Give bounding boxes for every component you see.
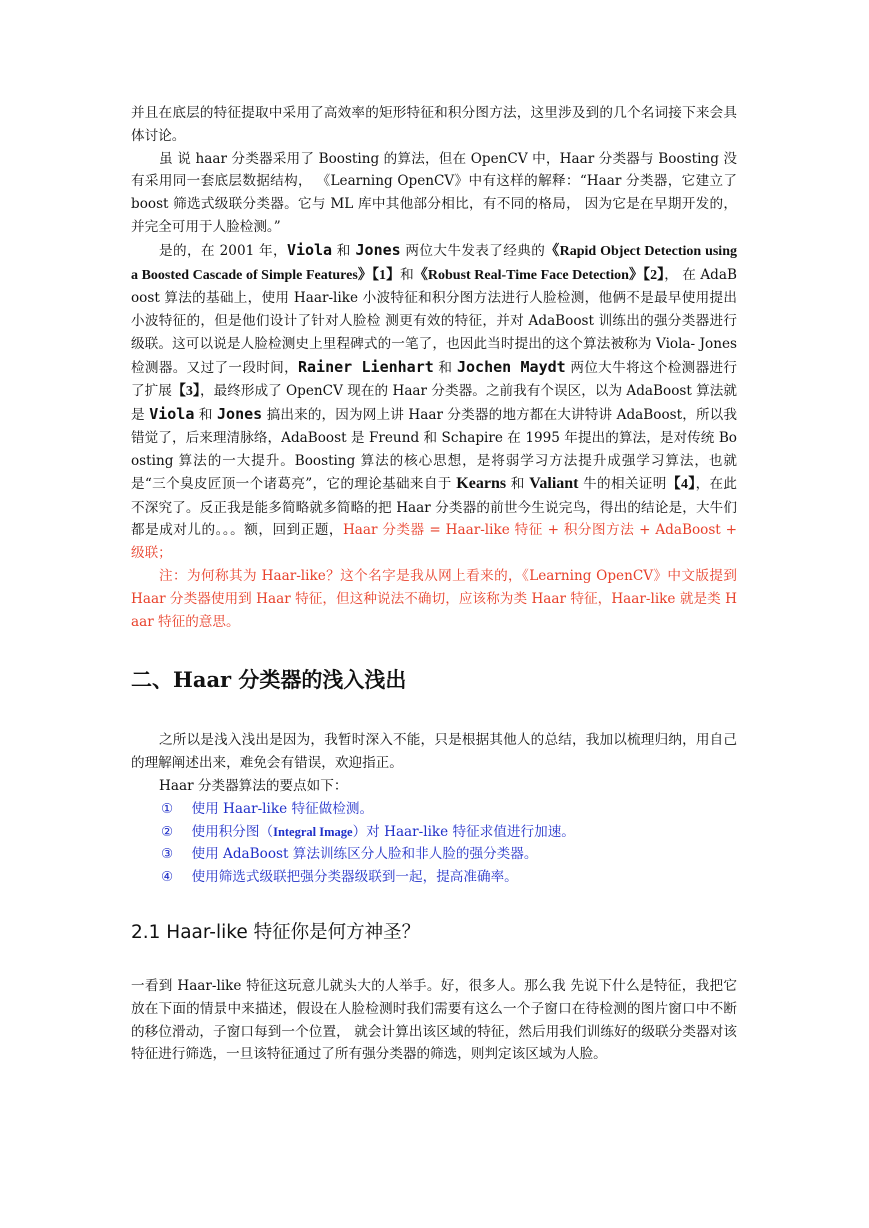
paragraph-intro-continuation: 并且在底层的特征提取中采用了高效率的矩形特征和积分图方法，这里涉及到的几个名词接下来会具体讨论。 bbox=[131, 105, 737, 144]
list-text: 使用 Haar-like 特征做检测。 bbox=[191, 800, 374, 817]
text-segment: 和 bbox=[506, 475, 530, 492]
note-haar-like: 注：为何称其为 Haar-like？这个名字是我从网上看来的，《Learning OpenCV》中文版提到 Haar 分类器使用到 Haar 特征，但这种说法不确切，应该称为类 Haar 特征，Haar-like 就是类 Haar 特征的意思。 bbox=[131, 567, 737, 630]
author-jones: Jones bbox=[355, 240, 401, 259]
paragraph-section2-intro: 之所以是浅入浅出是因为，我暂时深入不能，只是根据其他人的总结，我加以梳理归纳，用自己的理解阐述出来，难免会有错误，欢迎指正。 bbox=[131, 732, 737, 772]
text-segment: ，最终形成了 OpenCV 现在的 Haar 分类器。之前我有个误区，以为 AdaBoost 算法就是 bbox=[131, 382, 738, 424]
list-item bbox=[131, 798, 737, 821]
list-number: ② bbox=[161, 823, 174, 840]
list-item bbox=[131, 866, 737, 889]
list-number: ① bbox=[161, 800, 174, 817]
text-segment: 两位大牛发表了经典的 bbox=[400, 242, 546, 259]
paragraph-haar-like-intro: 一看到 Haar-like 特征这玩意儿就头大的人举手。好，很多人。那么我 先说下什么是特征，我把它放在下面的情景中来描述，假设在人脸检测时我们需要有这么一个子窗口在待检测的图片窗口中不断的移位滑动，子窗口每到一个位置， 就会计算出该区域的特征，然后用我们训练好的级联分类器对该特征进行筛选，一旦该特征通过了所有强分类器的筛选，则判定该区域为人脸。 bbox=[131, 977, 737, 1063]
text-segment: ，在此不深究了。反正我是能多简略就多简略的把 Haar 分类器的前世今生说完鸟，得出的结论是，大牛们都是成对儿的。。。额，回到正题， bbox=[131, 475, 738, 539]
text-segment: 和 bbox=[433, 359, 457, 376]
reference-3: 【3】 bbox=[171, 383, 200, 399]
formula-haar-classifier: Haar 分类器 = Haar-like 特征 + 积分图方法 + AdaBoost + 级联； bbox=[131, 522, 737, 562]
paragraph-history bbox=[131, 239, 737, 565]
text-segment: 和 bbox=[194, 407, 218, 424]
text-segment: ， 在 AdaBoost 算法的基础上，使用 Haar-like 小波特征和积分图方法进行人脸检测，他俩不是最早使用提出小波特征的，但是他们设计了针对人脸检 测更有效的特征，并对 AdaBoost 训练出的强分类器进行级联。这可以说是人脸检测史上里程碑式的一笔了，也因此当时提出的这个算法被称为 Viola- Jones 检测器。又过了一段时间， bbox=[131, 266, 737, 376]
list-text: 使用积分图（ bbox=[191, 823, 274, 840]
text-segment: 搞出来的，因为网上讲 Haar 分类器的地方都在大讲特讲 AdaBoost，所以我错觉了，后来理清脉络，AdaBoost 是 Freund 和 Schapire 在 1995 年提出的算法，是对传统 Boosting 算法的一大提升。Boosting 算法的核心思想，是将弱学习方法提升成强学习算法，也就是“三个臭皮匠顶一个诸葛亮”，它的理论基础来自于 bbox=[131, 407, 737, 492]
paper-title-2: 《Robust Real-Time Face Detection》 bbox=[413, 267, 644, 283]
author-jones-2: Jones bbox=[217, 405, 263, 424]
points-title: Haar 分类器算法的要点如下： bbox=[159, 777, 348, 794]
author-viola-2: Viola bbox=[149, 405, 195, 424]
reference-4: 【4】 bbox=[666, 476, 696, 492]
list-number: ④ bbox=[161, 869, 174, 886]
spacer bbox=[131, 695, 737, 729]
paragraph-haar-boosting: 虽 说 haar 分类器采用了 Boosting 的算法，但在 OpenCV 中，Haar 分类器与 Boosting 没有采用同一套底层数据结构， 《Learning OpenCV》中有这样的解释：“Haar 分类器，它建立了 boost 筛选式级联分类器。它与 ML 库中其他部分相比，有不同的格局， 因为它是在早期开发的，并完全可用于人脸检测。” bbox=[131, 150, 737, 235]
list-item bbox=[131, 843, 737, 866]
section-heading-2-1: 2.1 Haar-like 特征你是何方神圣？ bbox=[131, 921, 421, 943]
key-points-list bbox=[131, 798, 737, 889]
list-item bbox=[131, 821, 737, 844]
document-page bbox=[131, 102, 737, 1066]
text-segment: 两位大牛将这个检测器进行了扩展 bbox=[131, 359, 737, 399]
list-number: ③ bbox=[161, 846, 174, 863]
text-segment: 和 bbox=[332, 242, 356, 259]
text-segment: 牛的相关证明 bbox=[578, 475, 667, 492]
author-jochen: Jochen Maydt bbox=[456, 357, 566, 376]
author-valiant: Valiant bbox=[529, 474, 579, 492]
author-rainer: Rainer Lienhart bbox=[297, 357, 434, 376]
spacer bbox=[131, 947, 737, 975]
author-kearns: Kearns bbox=[456, 474, 507, 492]
reference-2: 【2】 bbox=[643, 267, 665, 283]
spacer bbox=[131, 633, 737, 665]
list-text: 使用 AdaBoost 算法训练区分人脸和非人脸的强分类器。 bbox=[191, 846, 538, 863]
integral-image-term: Integral Image bbox=[273, 824, 353, 839]
text-segment: 和 bbox=[400, 266, 414, 283]
paper-title-1: 《Rapid Object Detection using a Boosted Cascade of Simple Features》 bbox=[131, 243, 737, 283]
text-segment: 是的，在 2001 年， bbox=[159, 242, 287, 259]
reference-1: 【1】 bbox=[371, 267, 401, 283]
author-viola: Viola bbox=[286, 240, 333, 259]
list-text: ）对 Haar-like 特征求值进行加速。 bbox=[352, 823, 575, 840]
section-heading-2: 二、Haar 分类器的浅入浅出 bbox=[131, 667, 407, 693]
list-text: 使用筛选式级联把强分类器级联到一起，提高准确率。 bbox=[191, 869, 518, 886]
spacer bbox=[131, 889, 737, 919]
